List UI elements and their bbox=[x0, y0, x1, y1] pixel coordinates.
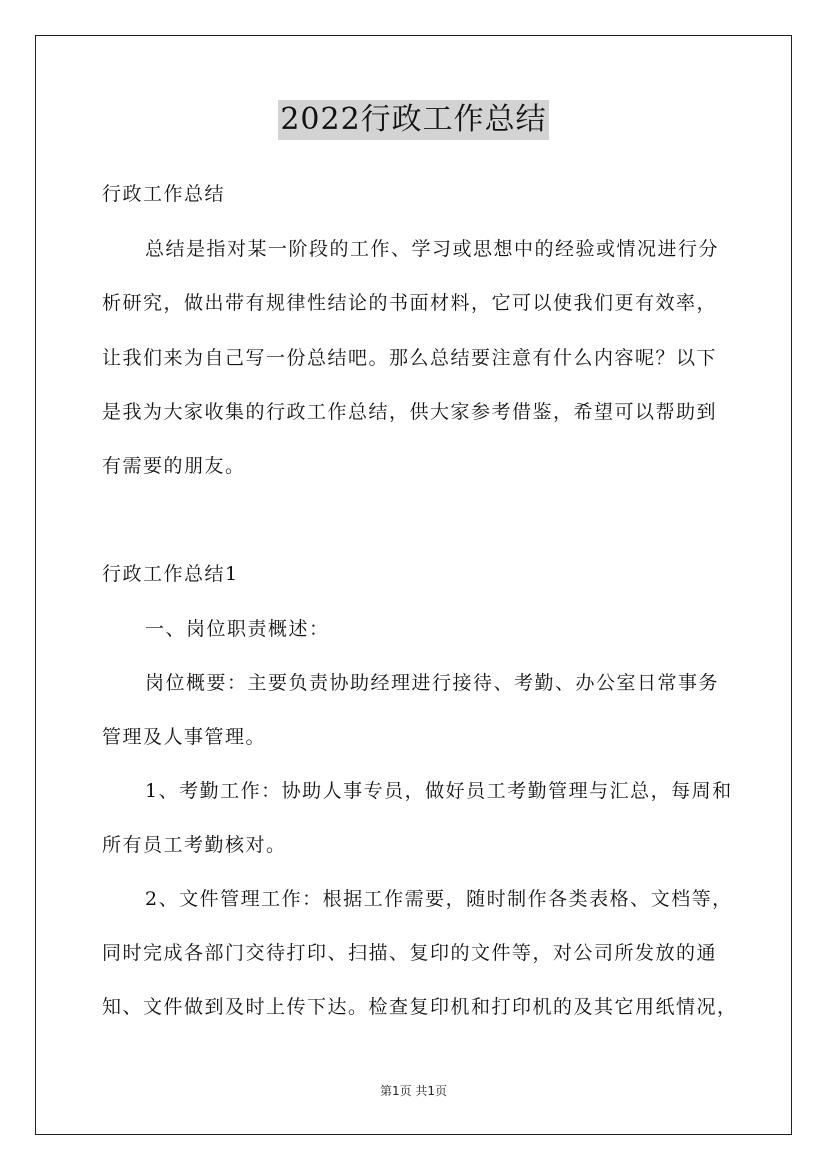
paragraph-line: 有需要的朋友。 bbox=[102, 455, 246, 477]
section-heading: 行政工作总结1 bbox=[102, 563, 239, 585]
title-container bbox=[0, 100, 827, 140]
subsection-heading: 一、岗位职责概述： bbox=[145, 618, 330, 640]
paragraph-line: 岗位概要：主要负责协助经理进行接待、考勤、办公室日常事务 bbox=[145, 672, 720, 694]
paragraph-line: 管理及人事管理。 bbox=[102, 726, 267, 748]
paragraph-line: 同时完成各部门交待打印、扫描、复印的文件等，对公司所发放的通 bbox=[102, 942, 718, 964]
paragraph-line: 总结是指对某一阶段的工作、学习或思想中的经验或情况进行分 bbox=[145, 238, 720, 260]
paragraph-line: 知、文件做到及时上传下达。检查复印机和打印机的及其它用纸情况， bbox=[102, 996, 738, 1018]
paragraph-line: 是我为大家收集的行政工作总结，供大家参考借鉴，希望可以帮助到 bbox=[102, 401, 718, 423]
paragraph-line: 2、文件管理工作：根据工作需要，随时制作各类表格、文档等， bbox=[145, 888, 733, 910]
paragraph-line: 让我们来为自己写一份总结吧。那么总结要注意有什么内容呢？以下 bbox=[102, 347, 718, 369]
document-title: 2022行政工作总结 bbox=[278, 100, 548, 140]
paragraph-line: 1、考勤工作：协助人事专员，做好员工考勤管理与汇总，每周和 bbox=[145, 780, 733, 802]
page-footer: 第1页 共1页 bbox=[379, 1084, 448, 1098]
section-heading: 行政工作总结 bbox=[102, 183, 226, 205]
paragraph-line: 析研究，做出带有规律性结论的书面材料，它可以使我们更有效率， bbox=[102, 292, 718, 314]
paragraph-line: 所有员工考勤核对。 bbox=[102, 834, 287, 856]
